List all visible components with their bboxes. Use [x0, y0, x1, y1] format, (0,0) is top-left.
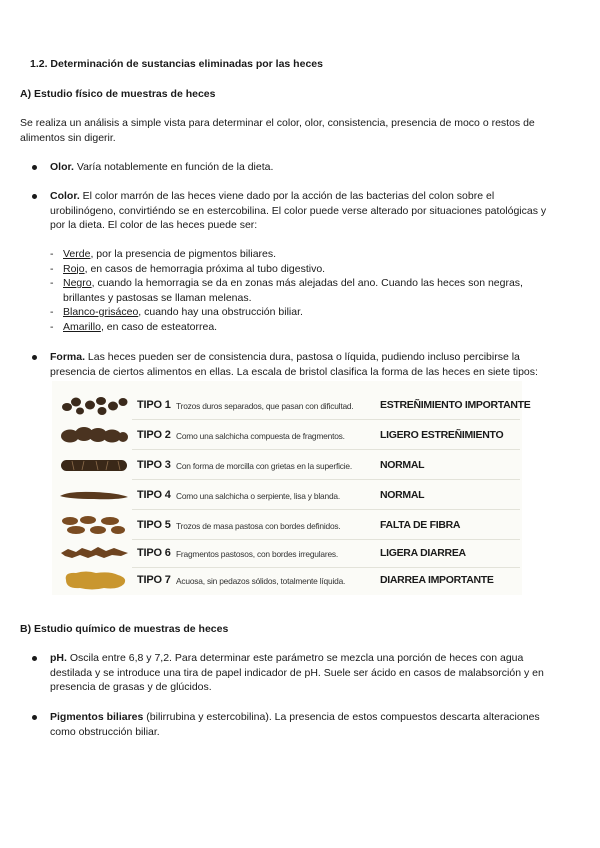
list-item: - Amarillo, en caso de esteatorrea.: [50, 320, 218, 333]
bristol-class: NORMAL: [380, 489, 425, 501]
bristol-row: [52, 511, 522, 539]
forma-label: Forma.: [50, 351, 86, 363]
color-name: Rojo: [63, 262, 85, 275]
bristol-tipo: TIPO 7: [137, 574, 171, 586]
section-a-heading: A) Estudio físico de muestras de heces: [20, 88, 216, 100]
row-divider: [132, 509, 520, 510]
color-name: Blanco-grisáceo: [63, 306, 139, 318]
color-text: El color marrón de las heces viene dado por la acción de las bacterias del colon sobre el: [79, 190, 495, 202]
color-list: [50, 247, 573, 334]
bristol-desc: Con forma de morcilla con grietas en la superficie.: [176, 461, 352, 471]
bullet-dot: [32, 165, 37, 170]
pigmentos-label: Pigmentos biliares: [50, 711, 144, 723]
bristol-tipo: TIPO 4: [137, 489, 171, 501]
bristol-desc: Como una salchicha compuesta de fragmentos.: [176, 431, 345, 441]
bristol-tipo: TIPO 3: [137, 459, 171, 471]
bullet-dot: [32, 715, 37, 720]
bristol-tipo: TIPO 5: [137, 519, 171, 531]
bristol-row: [52, 539, 522, 567]
bristol-desc: Trozos de masa pastosa con bordes definidos.: [176, 521, 341, 531]
ph-text: destilada y se introduce una tira de papel indicador de pH. Suele ser ácido en casos de malabsorción y en: [50, 666, 544, 679]
bristol-class: LIGERA DIARREA: [380, 547, 466, 559]
bullet-dot: [32, 355, 37, 360]
color-text: por la dieta. El color de las heces puede ser:: [50, 219, 258, 231]
bullet-olor: [50, 160, 580, 175]
stool-type1-shape: [58, 393, 130, 417]
ph-text: Oscila entre 6,8 y 7,2. Para determinar este parámetro se mezcla una porción de heces con agua: [66, 652, 524, 664]
forma-text: presencia de ciertos alimentos en ellas. La escala de bristol clasifica la forma de las heces en siete tipos:: [50, 365, 538, 378]
page-title: 1.2. Determinación de sustancias eliminadas por las heces: [30, 58, 323, 70]
stool-type3-shape: [58, 453, 130, 477]
bristol-desc: Como una salchicha o serpiente, lisa y blanda.: [176, 491, 340, 501]
color-name: Negro: [63, 277, 92, 289]
color-text: urobilinógeno, convirtiéndo se en estercobilina. El color puede verse alterado por situaciones patológicas y: [50, 204, 547, 217]
color-label: Color.: [50, 190, 80, 202]
stool-type2-shape: [58, 423, 130, 447]
bullet-dot: [32, 194, 37, 199]
intro-line: alimentos sin digerir.: [20, 131, 116, 144]
bristol-class: ESTREÑIMIENTO IMPORTANTE: [380, 399, 531, 411]
list-item: - Blanco-grisáceo, cuando hay una obstrucción biliar.: [50, 306, 303, 318]
bristol-class: DIARREA IMPORTANTE: [380, 574, 494, 586]
color-desc: , cuando hay una obstrucción biliar.: [138, 306, 303, 318]
stool-type7-shape: [58, 568, 130, 592]
bristol-desc: Acuosa, sin pedazos sólidos, totalmente líquida.: [176, 576, 346, 586]
bristol-row: [52, 421, 522, 449]
row-divider: [132, 449, 520, 450]
stool-type4-shape: [58, 483, 130, 507]
section-b-heading: B) Estudio químico de muestras de heces: [20, 623, 229, 635]
bullet-pigmentos: [50, 710, 580, 739]
bristol-tipo: TIPO 1: [137, 399, 171, 411]
pigmentos-text: como obstrucción biliar.: [50, 725, 160, 738]
bristol-tipo: TIPO 2: [137, 429, 171, 441]
bristol-row: [52, 451, 522, 479]
bristol-desc: Fragmentos pastosos, con bordes irregulares.: [176, 549, 339, 559]
list-item-cont: brillantes y pastosas se llaman melenas.: [63, 291, 252, 304]
stool-type5-shape: [58, 513, 130, 537]
olor-text: Varía notablemente en función de la dieta.: [73, 161, 274, 173]
bristol-scale-figure: [52, 381, 531, 595]
color-desc: , cuando la hemorragia se da en zonas más alejadas del ano. Cuando las heces son negras,: [91, 277, 523, 289]
list-item: - Negro, cuando la hemorragia se da en zonas más alejadas del ano. Cuando las heces son negras,: [50, 277, 523, 289]
bristol-row: [52, 481, 522, 509]
bullet-forma: [50, 350, 580, 379]
bristol-desc: Trozos duros separados, que pasan con dificultad.: [176, 401, 354, 411]
bullet-dot: [32, 656, 37, 661]
row-divider: [132, 479, 520, 480]
bristol-tipo: TIPO 6: [137, 547, 171, 559]
intro-line: Se realiza un análisis a simple vista para determinar el color, olor, consistencia, presencia de moco o restos de: [20, 117, 535, 129]
color-name: Amarillo: [63, 320, 101, 333]
ph-label: pH.: [50, 652, 67, 664]
forma-text: Las heces pueden ser de consistencia dura, pastosa o líquida, pudiendo incluso percibirse la: [85, 351, 520, 363]
ph-text: presencia de grasas y de glúcidos.: [50, 681, 212, 693]
list-item: - Rojo, en casos de hemorragia próxima al tubo digestivo.: [50, 262, 326, 275]
row-divider: [132, 419, 520, 420]
intro-paragraph: [20, 116, 580, 145]
list-item: - Verde, por la presencia de pigmentos biliares.: [50, 248, 277, 260]
bristol-class: NORMAL: [380, 459, 425, 471]
color-name: Verde: [63, 248, 91, 260]
bristol-class: LIGERO ESTREÑIMIENTO: [380, 429, 504, 441]
bullet-ph: [50, 651, 580, 695]
pigmentos-text: (bilirrubina y estercobilina). La presencia de estos compuestos descarta alteraciones: [143, 711, 540, 723]
color-desc: , por la presencia de pigmentos biliares.: [90, 248, 277, 260]
bullet-color: [50, 189, 580, 233]
color-desc: , en casos de hemorragia próxima al tubo digestivo.: [84, 262, 326, 275]
bristol-class: FALTA DE FIBRA: [380, 519, 461, 531]
bristol-row: [52, 391, 531, 419]
color-desc: , en caso de esteatorrea.: [100, 320, 218, 333]
bristol-row: [52, 566, 522, 594]
stool-type6-shape: [58, 541, 130, 565]
olor-label: Olor.: [50, 161, 74, 173]
